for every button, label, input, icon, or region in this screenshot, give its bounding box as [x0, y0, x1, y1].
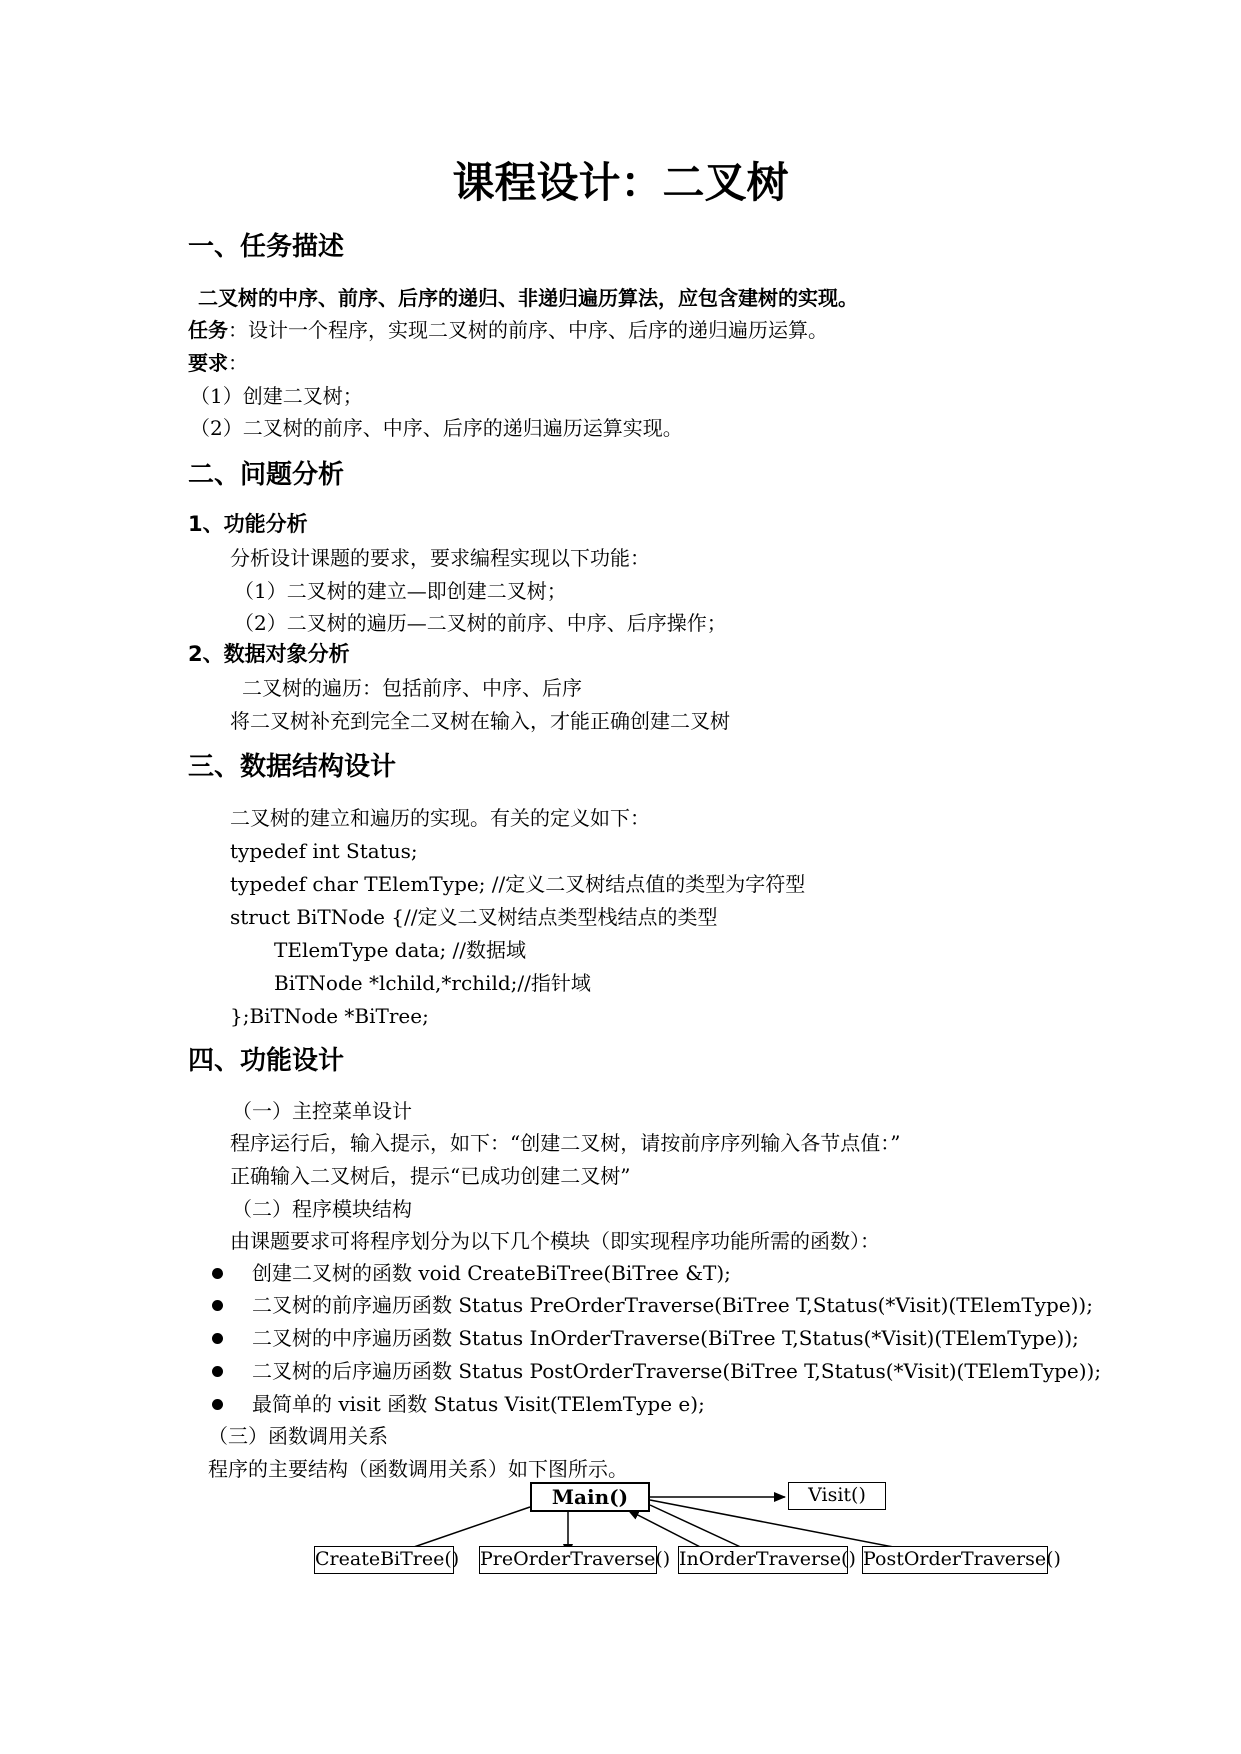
subsection-function-analysis: 1、功能分析 — [188, 512, 308, 536]
section-3-heading: 三、数据结构设计 — [188, 752, 397, 782]
diagram-node-inordertraverse: InOrderTraverse() — [678, 1546, 848, 1574]
task-label: 任务 — [188, 318, 228, 342]
menu-design-heading: （一）主控菜单设计 — [232, 1099, 412, 1123]
menu-design-text-2: 正确输入二叉树后，提示“已成功创建二叉树” — [230, 1164, 631, 1188]
data-object-text-2: 将二叉树补充到完全二叉树在输入，才能正确创建二叉树 — [230, 709, 730, 733]
struct-bitnode: struct BiTNode {//定义二叉树结点类型栈结点的类型 — [230, 905, 718, 929]
typedef-telemtype: typedef char TElemType; //定义二叉树结点值的类型为字符型 — [230, 872, 806, 896]
function-item-1: （1）二叉树的建立—即创建二叉树； — [234, 579, 567, 603]
task-text: ：设计一个程序，实现二叉树的前序、中序、后序的递归遍历运算。 — [228, 318, 828, 342]
bullet-item-1: 创建二叉树的函数 void CreateBiTree(BiTree &T); — [252, 1261, 731, 1285]
menu-design-text-1: 程序运行后，输入提示，如下：“创建二叉树，请按前序序列输入各节点值：” — [230, 1131, 901, 1155]
module-structure-heading: （二）程序模块结构 — [232, 1197, 412, 1221]
diagram-node-postordertraverse: PostOrderTraverse() — [862, 1546, 1048, 1574]
struct-field-data: TElemType data; //数据域 — [274, 938, 527, 962]
requirement-item-2: （2）二叉树的前序、中序、后序的递归遍历运算实现。 — [190, 416, 683, 440]
diagram-node-createbitree: CreateBiTree() — [314, 1546, 454, 1574]
requirement-item-1: （1）创建二叉树； — [190, 384, 363, 408]
bullet-item-2: 二叉树的前序遍历函数 Status PreOrderTraverse(BiTree T,Status(*Visit)(TElemType)); — [252, 1293, 1093, 1317]
call-relation-text: 程序的主要结构（函数调用关系）如下图所示。 — [208, 1457, 628, 1481]
struct-end: };BiTNode *BiTree; — [230, 1004, 429, 1028]
subsection-data-object-analysis: 2、数据对象分析 — [188, 642, 350, 666]
data-object-text-1: 二叉树的遍历：包括前序、中序、后序 — [242, 676, 582, 700]
requirement-label: 要求 — [188, 351, 228, 375]
bullet-item-4: 二叉树的后序遍历函数 Status PostOrderTraverse(BiTree T,Status(*Visit)(TElemType)); — [252, 1359, 1102, 1383]
section-1-heading: 一、任务描述 — [188, 232, 345, 262]
diagram-node-visit: Visit() — [788, 1482, 886, 1510]
diagram-node-main: Main() — [530, 1482, 650, 1512]
task-summary-bold: 二叉树的中序、前序、后序的递归、非递归遍历算法，应包含建树的实现。 — [198, 286, 858, 310]
section-2-heading: 二、问题分析 — [188, 460, 345, 490]
document-title: 课程设计：二叉树 — [452, 158, 789, 207]
diagram-node-preordertraverse: PreOrderTraverse() — [479, 1546, 657, 1574]
struct-field-children: BiTNode *lchild,*rchild;//指针域 — [274, 971, 591, 995]
bullet-item-5: 最简单的 visit 函数 Status Visit(TElemType e); — [252, 1392, 705, 1416]
section-4-heading: 四、功能设计 — [188, 1046, 345, 1076]
function-item-2: （2）二叉树的遍历—二叉树的前序、中序、后序操作； — [234, 611, 727, 635]
typedef-status: typedef int Status; — [230, 839, 418, 863]
call-relation-heading: （三）函数调用关系 — [208, 1424, 388, 1448]
bullet-item-3: 二叉树的中序遍历函数 Status InOrderTraverse(BiTree T,Status(*Visit)(TElemType)); — [252, 1326, 1079, 1350]
function-analysis-text: 分析设计课题的要求，要求编程实现以下功能： — [230, 546, 650, 570]
module-structure-text: 由课题要求可将程序划分为以下几个模块（即实现程序功能所需的函数）： — [230, 1229, 880, 1253]
struct-intro: 二叉树的建立和遍历的实现。有关的定义如下： — [230, 806, 650, 830]
requirement-colon: ： — [228, 351, 248, 375]
